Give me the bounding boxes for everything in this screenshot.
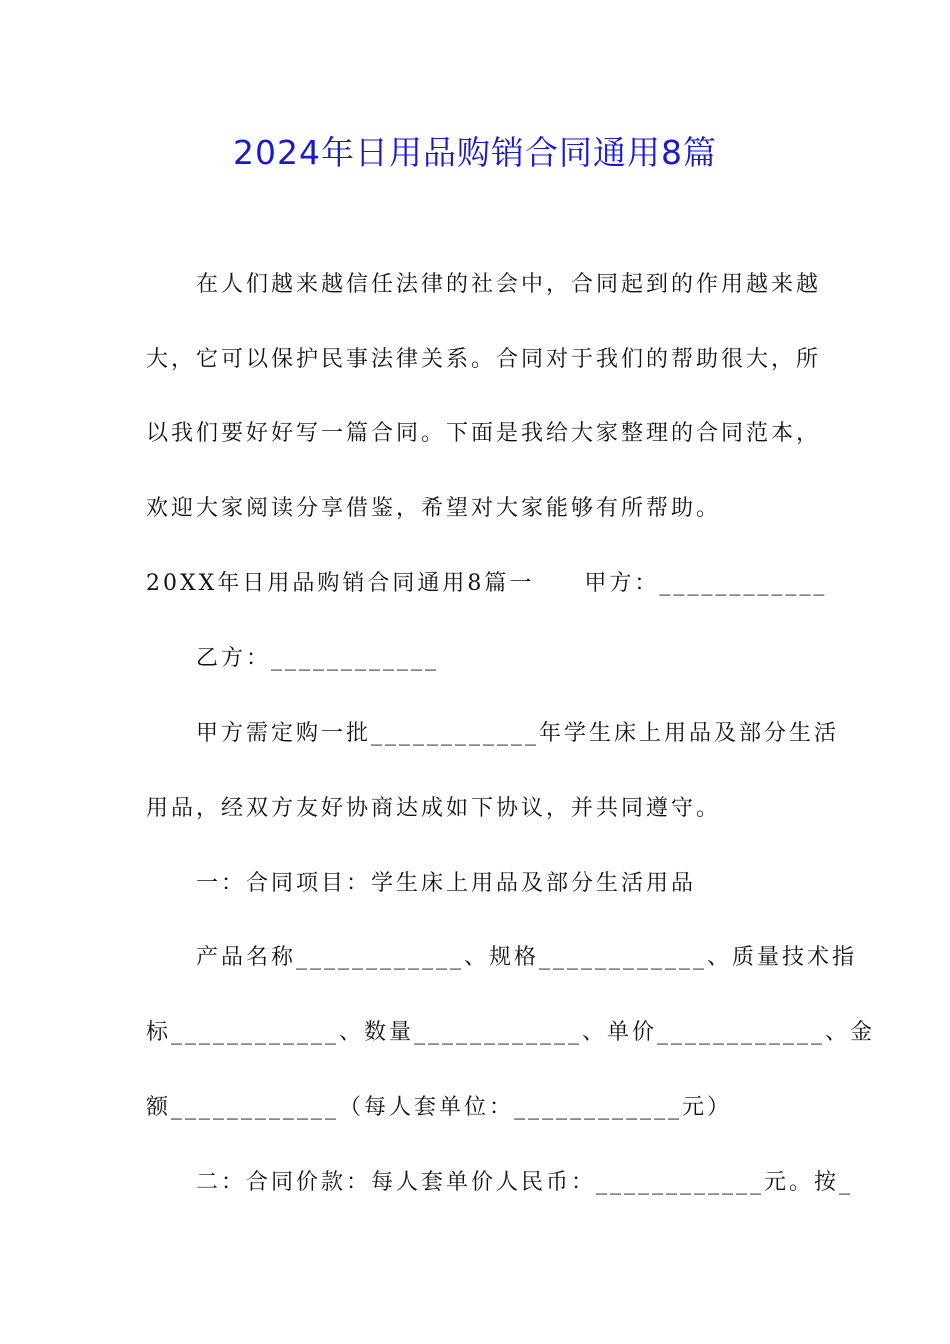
clause-one-heading: 一：合同项目：学生床上用品及部分生活用品 <box>196 871 697 896</box>
paragraph-line: 欢迎大家阅读分享借鉴，希望对大家能够有所帮助。 <box>146 496 722 521</box>
paragraph-line: 产品名称____________、规格____________、质量技术指 <box>196 945 858 970</box>
paragraph-line: 甲方需定购一批____________年学生床上用品及部分生活 <box>196 721 840 746</box>
paragraph-line: 标____________、数量____________、单价____________、金 <box>146 1020 876 1045</box>
paragraph-line: 在人们越来越信任法律的社会中，合同起到的作用越来越 <box>196 272 822 297</box>
section-heading-line: 20XX年日用品购销合同通用8篇一 甲方：____________ <box>146 571 828 596</box>
paragraph-line: 大，它可以保护民事法律关系。合同对于我们的帮助很大，所 <box>146 347 822 372</box>
paragraph-line: 额____________（每人套单位：____________元） <box>146 1095 733 1120</box>
paragraph-line: 用品，经双方友好协商达成如下协议，并共同遵守。 <box>146 796 722 821</box>
clause-two-line: 二：合同价款：每人套单价人民币：____________元。按_ <box>196 1170 854 1195</box>
party-b-line: 乙方：____________ <box>196 646 440 671</box>
document-title: 2024年日用品购销合同通用8篇 <box>233 133 717 172</box>
paragraph-line: 以我们要好好写一篇合同。下面是我给大家整理的合同范本， <box>146 421 822 446</box>
